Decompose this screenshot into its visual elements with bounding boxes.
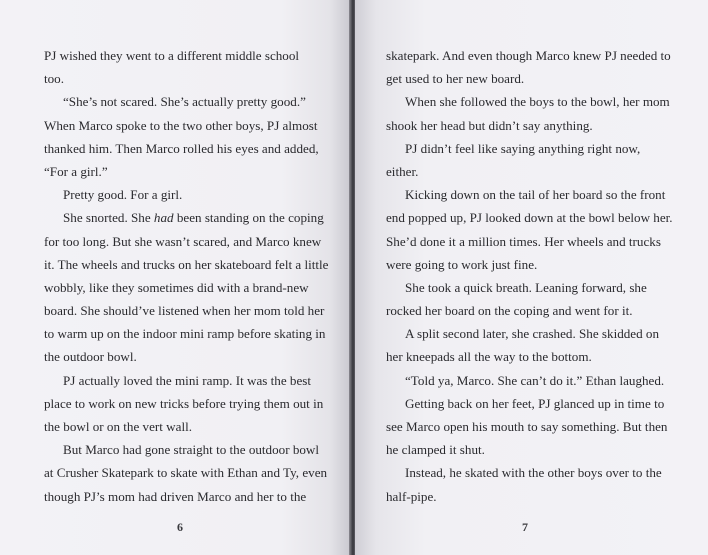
page-number: 6 (177, 520, 183, 534)
text-line: see Marco open his mouth to say something. But then (386, 419, 668, 434)
text-segment: She snorted. She (63, 210, 154, 226)
text-line: When she followed the boys to the bowl, her mom (405, 94, 670, 110)
text-line: shook her head but didn’t say anything. (386, 117, 593, 133)
text-line: When Marco spoke to the two other boys, PJ almost (44, 117, 318, 133)
text-line: PJ actually loved the mini ramp. It was the best (63, 372, 312, 388)
text-line: But Marco had gone straight to the outdoor bowl (63, 442, 320, 458)
text-line: her kneepads all the way to the bottom. (386, 349, 592, 365)
text-line: he clamped it shut. (386, 442, 485, 458)
text-line: at Crusher Skatepark to skate with Ethan and Ty, even (44, 465, 328, 481)
text-line: Instead, he skated with the other boys over to the (405, 465, 662, 481)
left-page (0, 0, 351, 555)
text-line: “She’s not scared. She’s actually pretty good.” (63, 94, 306, 110)
text-line: “Told ya, Marco. She can’t do it.” Ethan laughed. (405, 372, 665, 388)
text-line: Getting back on her feet, PJ glanced up in time to (405, 395, 665, 411)
text-line: it. The wheels and trucks on her skateboard felt a little (44, 256, 329, 272)
text-line: end popped up, PJ looked down at the bowl below her. (386, 210, 673, 226)
text-line: for too long. But she wasn’t scared, and Marco knew (44, 233, 322, 249)
text-line: PJ wished they went to a different middle school (44, 48, 300, 63)
text-line: thanked him. Then Marco rolled his eyes and added, (44, 140, 319, 156)
text-line: skatepark. And even though Marco knew PJ needed to (386, 48, 671, 63)
text-line: either. (386, 163, 419, 179)
text-line: Kicking down on the tail of her board so the front (405, 187, 666, 203)
text-line: A split second later, she crashed. She skidded on (405, 326, 660, 342)
text-line: board. She should’ve listened when her mom told her (44, 303, 325, 319)
text-line: the bowl or on the vert wall. (44, 419, 192, 434)
right-page (355, 0, 708, 555)
text-line: wobbly, like they sometimes did with a brand-new (44, 279, 309, 295)
emphasis-text: had (153, 210, 174, 226)
text-line (44, 206, 326, 229)
right-page-text (386, 44, 676, 508)
text-line: half-pipe. (386, 488, 437, 504)
text-line: the outdoor bowl. (44, 349, 137, 365)
text-line: rocked her board on the coping and went for it. (386, 303, 633, 319)
left-page-text (44, 44, 329, 508)
text-line: “For a girl.” (44, 163, 108, 179)
text-line: She’d done it a million times. Her wheels and trucks (386, 233, 661, 249)
text-line: place to work on new tricks before trying them out in (44, 395, 324, 411)
text-line: to warm up on the indoor mini ramp before skating in (44, 326, 326, 342)
text-segment: been standing on the coping (173, 210, 324, 226)
text-line: though PJ’s mom had driven Marco and her to the (44, 488, 307, 504)
text-line: get used to her new board. (386, 71, 525, 87)
text-line: She took a quick breath. Leaning forward, she (405, 279, 647, 295)
text-line: PJ didn’t feel like saying anything right now, (405, 140, 641, 156)
text-line: too. (44, 71, 65, 87)
text-line: Pretty good. For a girl. (63, 187, 183, 203)
page-number: 7 (522, 520, 528, 534)
text-line: were going to work just fine. (386, 256, 538, 272)
